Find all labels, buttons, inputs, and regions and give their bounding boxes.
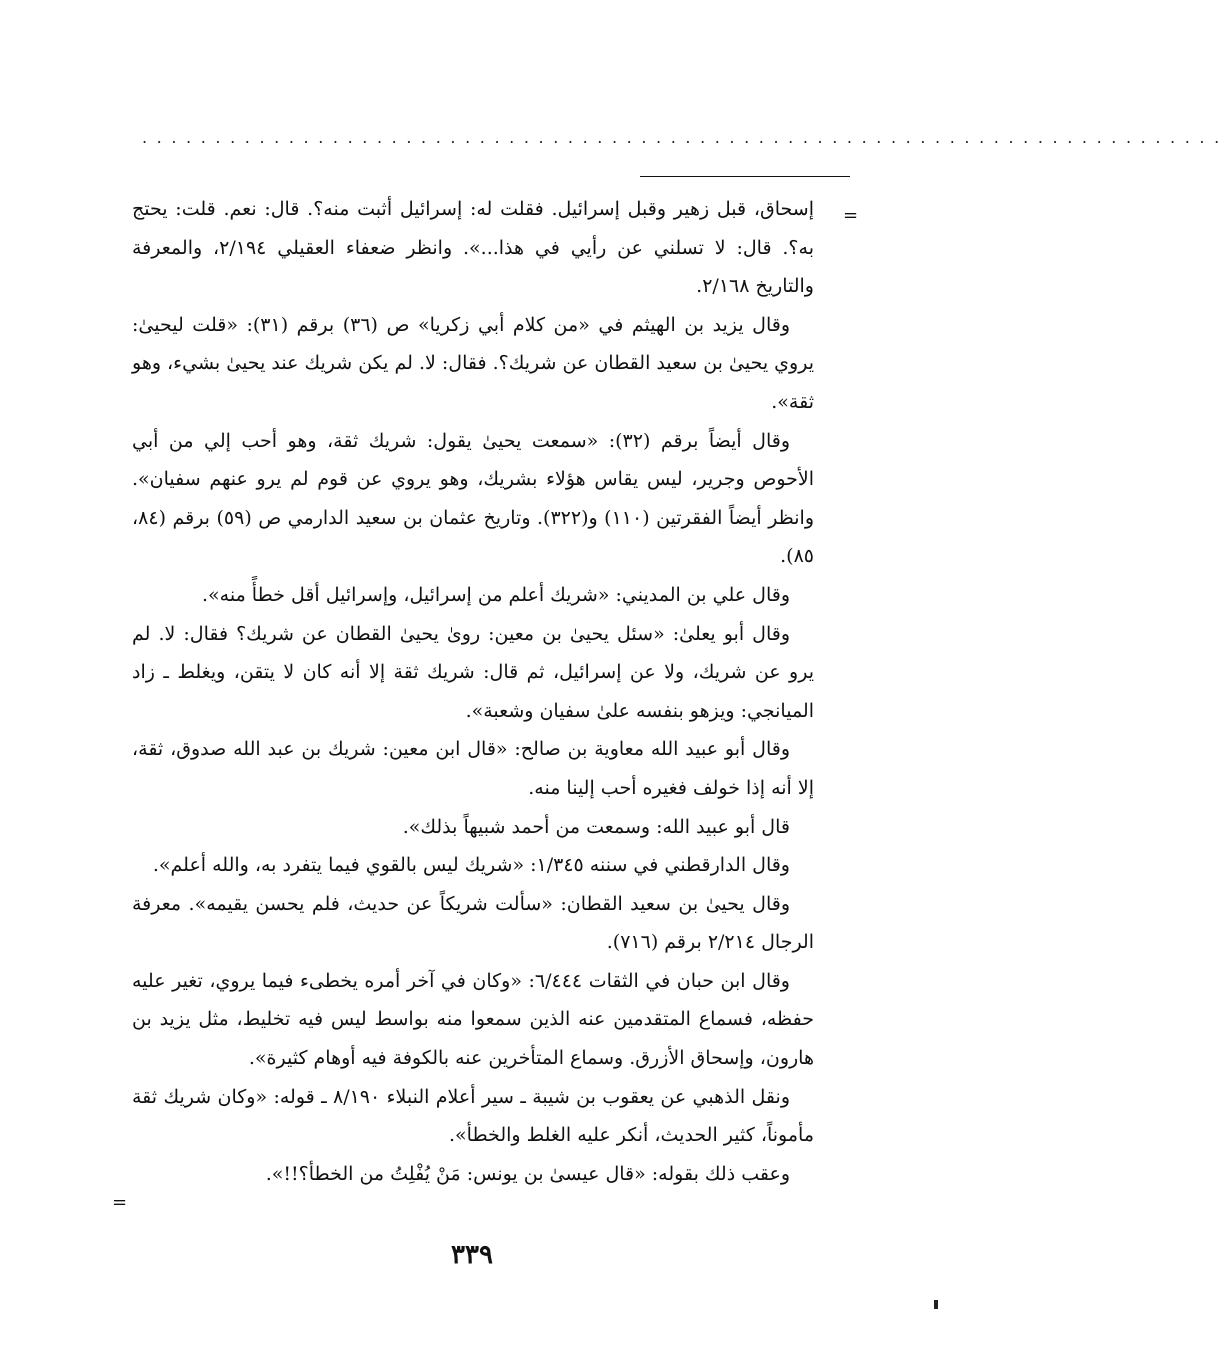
paragraph-4: وقال علي بن المديني: «شريك أعلم من إسرائيل، وإسرائيل أقل خطأً منه». [202, 583, 790, 606]
paragraph-11: ونقل الذهبي عن يعقوب بن شيبة ـ سير أعلام النبلاء ٨/١٩٠ ـ قوله: «وكان شريك ثقة مأموناً، كثير الحديث، أنكر عليه الغلط والخطأ». [132, 1085, 814, 1147]
page-number: ٣٣٩ [451, 1240, 493, 1270]
paragraph-3: وقال أيضاً برقم (٣٢): «سمعت يحيىٰ يقول: شريك ثقة، وهو أحب إلي من أبي الأحوص وجرير، ليس يقاس هؤلاء بشريك، وهو يروي عن قوم لم يرو عنهم سفيان». وانظر أيضاً الفقرتين (١١٠) و(٣٢٢). وتاريخ عثمان بن سعيد الدارمي ص (٥٩) برقم (٨٤، ٨٥). [132, 429, 815, 568]
paragraph-1: إسحاق، قبل زهير وقبل إسرائيل. فقلت له: إسرائيل أثبت منه؟. قال: نعم. قلت: يحتج به؟. قال: لا تسلني عن رأيي في هذا...». وانظر ضعفاء العقيلي ٢/١٩٤، والمعرفة والتاريخ ٢/١٦٨. [132, 198, 814, 298]
scan-edge-mark [934, 1300, 938, 1309]
separator-dots: .......................................................................... [142, 128, 1229, 147]
paragraph-7: قال أبو عبيد الله: وسمعت من أحمد شبيهاً بذلك». [402, 815, 790, 838]
paragraph-6: وقال أبو عبيد الله معاوية بن صالح: «قال ابن معين: شريك بن عبد الله صدوق، ثقة، إلا أنه إذا خولف فغيره أحب إلينا منه. [132, 738, 814, 799]
paragraph-2: وقال يزيد بن الهيثم في «من كلام أبي زكريا» ص (٣٦) برقم (٣١): «قلت ليحيىٰ: يروي يحيىٰ بن سعيد القطان عن شريك؟. فقال: لا. لم يكن شريك عند يحيىٰ بشيء، وهو ثقة». [132, 313, 814, 413]
continuation-mark-bottom: = [112, 1192, 128, 1213]
paragraph-10: وقال ابن حبان في الثقات ٦/٤٤٤: «وكان في آخر أمره يخطىء فيما يروي، تغير عليه حفظه، فسماع المتقدمين عنه الذين سمعوا منه بواسط ليس فيه تخليط، مثل يزيد بن هارون، وإسحاق الأزرق. وسماع المتأخرين عنه بالكوفة فيه أوهام كثيرة». [132, 969, 814, 1070]
footnote-text [132, 190, 814, 1193]
paragraph-5: وقال أبو يعلىٰ: «سئل يحيىٰ بن معين: روىٰ يحيىٰ القطان عن شريك؟ فقال: لا. لم يرو عن شريك، ولا عن إسرائيل، ثم قال: شريك ثقة إلا أنه كان لا يتقن، ويغلط ـ زاد الميانجي: ويزهو بنفسه علىٰ سفيان وشعبة». [132, 622, 814, 722]
paragraph-12: وعقب ذلك بقوله: «قال عيسىٰ بن يونس: مَنْ يُفْلِتُ من الخطأ؟!!». [265, 1162, 790, 1185]
footnote-rule [640, 176, 850, 177]
paragraph-9: وقال يحيىٰ بن سعيد القطان: «سألت شريكاً عن حديث، فلم يحسن يقيمه». معرفة الرجال ٢/٢١٤ برقم (٧١٦). [132, 892, 814, 954]
continuation-mark-top: = [843, 205, 859, 226]
paragraph-8: وقال الدارقطني في سننه ١/٣٤٥: «شريك ليس بالقوي فيما يتفرد به، والله أعلم». [152, 854, 790, 877]
